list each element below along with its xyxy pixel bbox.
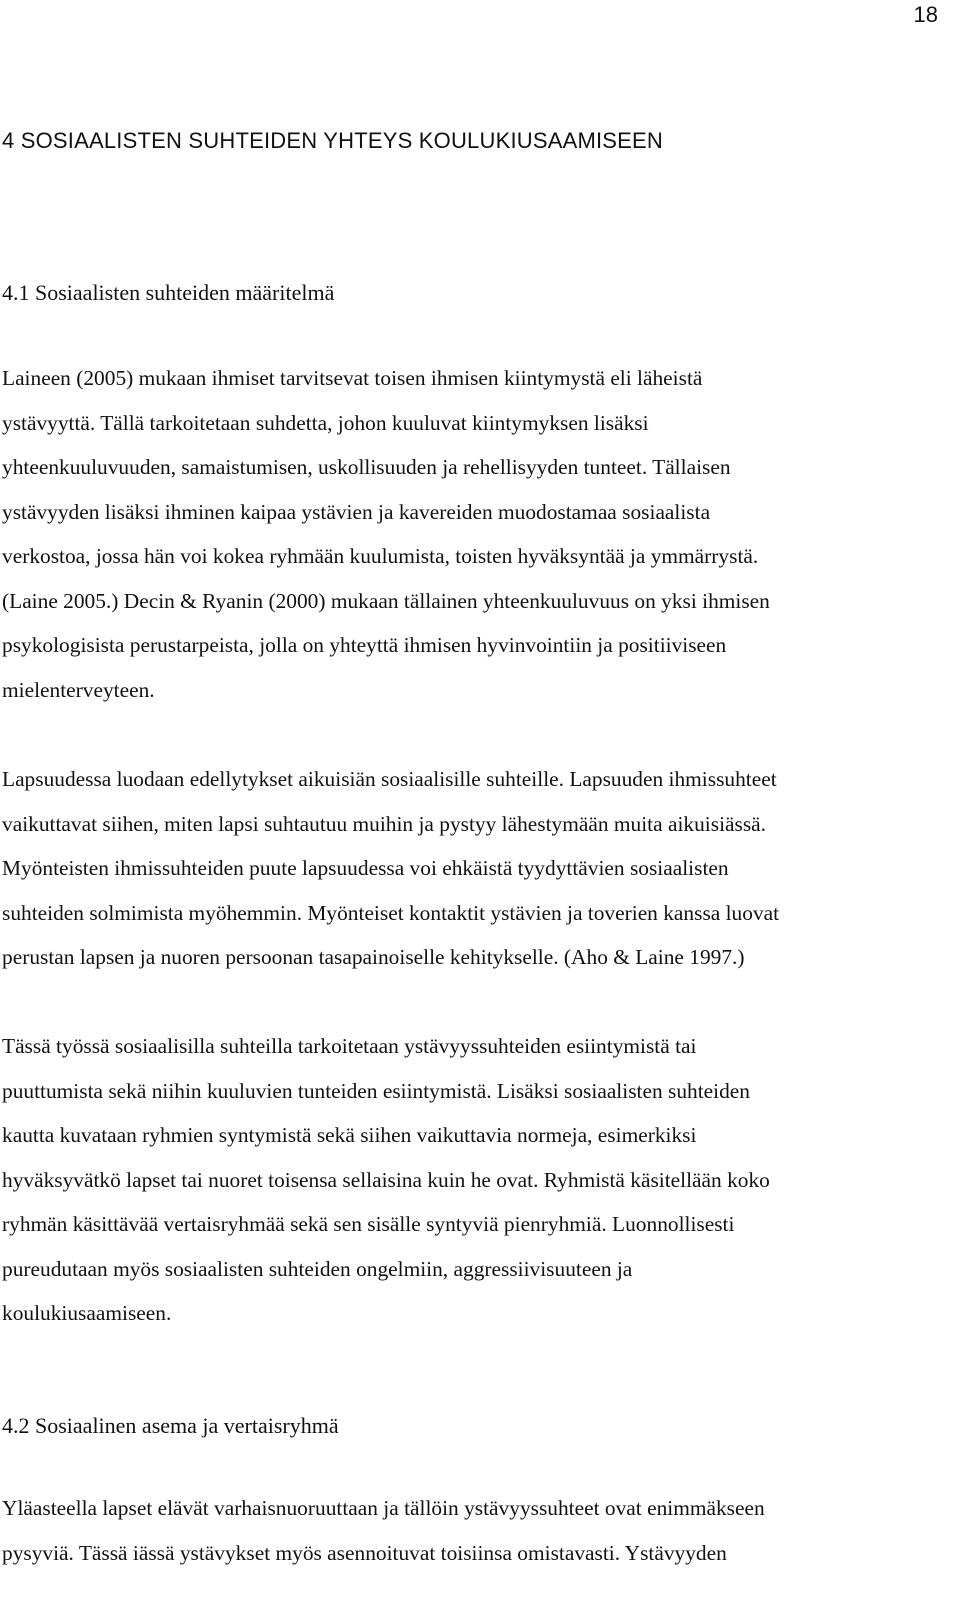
text-line: (Laine 2005.) Decin & Ryanin (2000) mukaan tällainen yhteenkuuluvuus on yksi ihmisen — [2, 588, 770, 613]
section-heading-4-2: 4.2 Sosiaalinen asema ja vertaisryhmä — [2, 1413, 339, 1438]
paragraph — [2, 757, 947, 980]
text-line: kautta kuvataan ryhmien syntymistä sekä siihen vaikuttavia normeja, esimerkiksi — [2, 1123, 697, 1147]
paragraph — [2, 356, 947, 712]
text-line: hyväksyvätkö lapset tai nuoret toisensa sellaisina kuin he ovat. Ryhmistä käsitellään koko — [2, 1167, 770, 1192]
paragraph — [2, 1486, 947, 1575]
section-heading-4-1: 4.1 Sosiaalisten suhteiden määritelmä — [2, 280, 335, 305]
text-line: Myönteisten ihmissuhteiden puute lapsuudessa voi ehkäistä tyydyttävien sosiaalisten — [2, 856, 729, 880]
text-line: perustan lapsen ja nuoren persoonan tasapainoiselle kehitykselle. (Aho & Laine 1997.) — [2, 945, 745, 969]
text-line: yhteenkuuluvuuden, samaistumisen, uskollisuuden ja rehellisyyden tunteet. Tällaisen — [2, 455, 731, 479]
page-number: 18 — [913, 2, 938, 27]
text-line: Lapsuudessa luodaan edellytykset aikuisiän sosiaalisille suhteille. Lapsuuden ihmissuhteet — [2, 767, 777, 791]
text-line: ystävyyden lisäksi ihminen kaipaa ystävien ja kavereiden muodostamaa sosiaalista — [2, 499, 711, 524]
paragraph — [2, 1024, 947, 1336]
text-line: pureudutaan myös sosiaalisten suhteiden ongelmiin, aggressiivisuuteen ja — [2, 1256, 633, 1281]
text-line: mielenterveyteen. — [2, 677, 155, 702]
text-line: Laineen (2005) mukaan ihmiset tarvitsevat toisen ihmisen kiintymystä eli läheistä — [2, 366, 703, 390]
text-line: ystävyyttä. Tällä tarkoitetaan suhdetta, johon kuuluvat kiintymyksen lisäksi — [2, 410, 649, 435]
text-line: Yläasteella lapset elävät varhaisnuoruuttaan ja tällöin ystävyyssuhteet ovat enimmäkseen — [2, 1496, 765, 1520]
text-line: suhteiden solmimista myöhemmin. Myönteiset kontaktit ystävien ja toverien kanssa luovat — [2, 900, 780, 925]
text-line: verkostoa, jossa hän voi kokea ryhmään kuulumista, toisten hyväksyntää ja ymmärrystä. — [2, 544, 759, 568]
text-line: pysyviä. Tässä iässä ystävykset myös asennoituvat toisiinsa omistavasti. Ystävyyden — [2, 1540, 727, 1565]
text-line: koulukiusaamiseen. — [2, 1301, 172, 1325]
text-line: ryhmän käsittävää vertaisryhmää sekä sen sisälle syntyviä pienryhmiä. Luonnollisesti — [2, 1212, 735, 1236]
chapter-heading: 4 SOSIAALISTEN SUHTEIDEN YHTEYS KOULUKIUSAAMISEEN — [2, 128, 664, 153]
text-line: puuttumista sekä niihin kuuluvien tunteiden esiintymistä. Lisäksi sosiaalisten suhteiden — [2, 1078, 750, 1103]
text-line: vaikuttavat siihen, miten lapsi suhtautuu muihin ja pystyy lähestymään muita aikuisiässä. — [2, 811, 766, 836]
text-line: Tässä työssä sosiaalisilla suhteilla tarkoitetaan ystävyyssuhteiden esiintymistä tai — [2, 1034, 697, 1058]
text-line: psykologisista perustarpeista, jolla on yhteyttä ihmisen hyvinvointiin ja positiiviseen — [2, 633, 727, 657]
